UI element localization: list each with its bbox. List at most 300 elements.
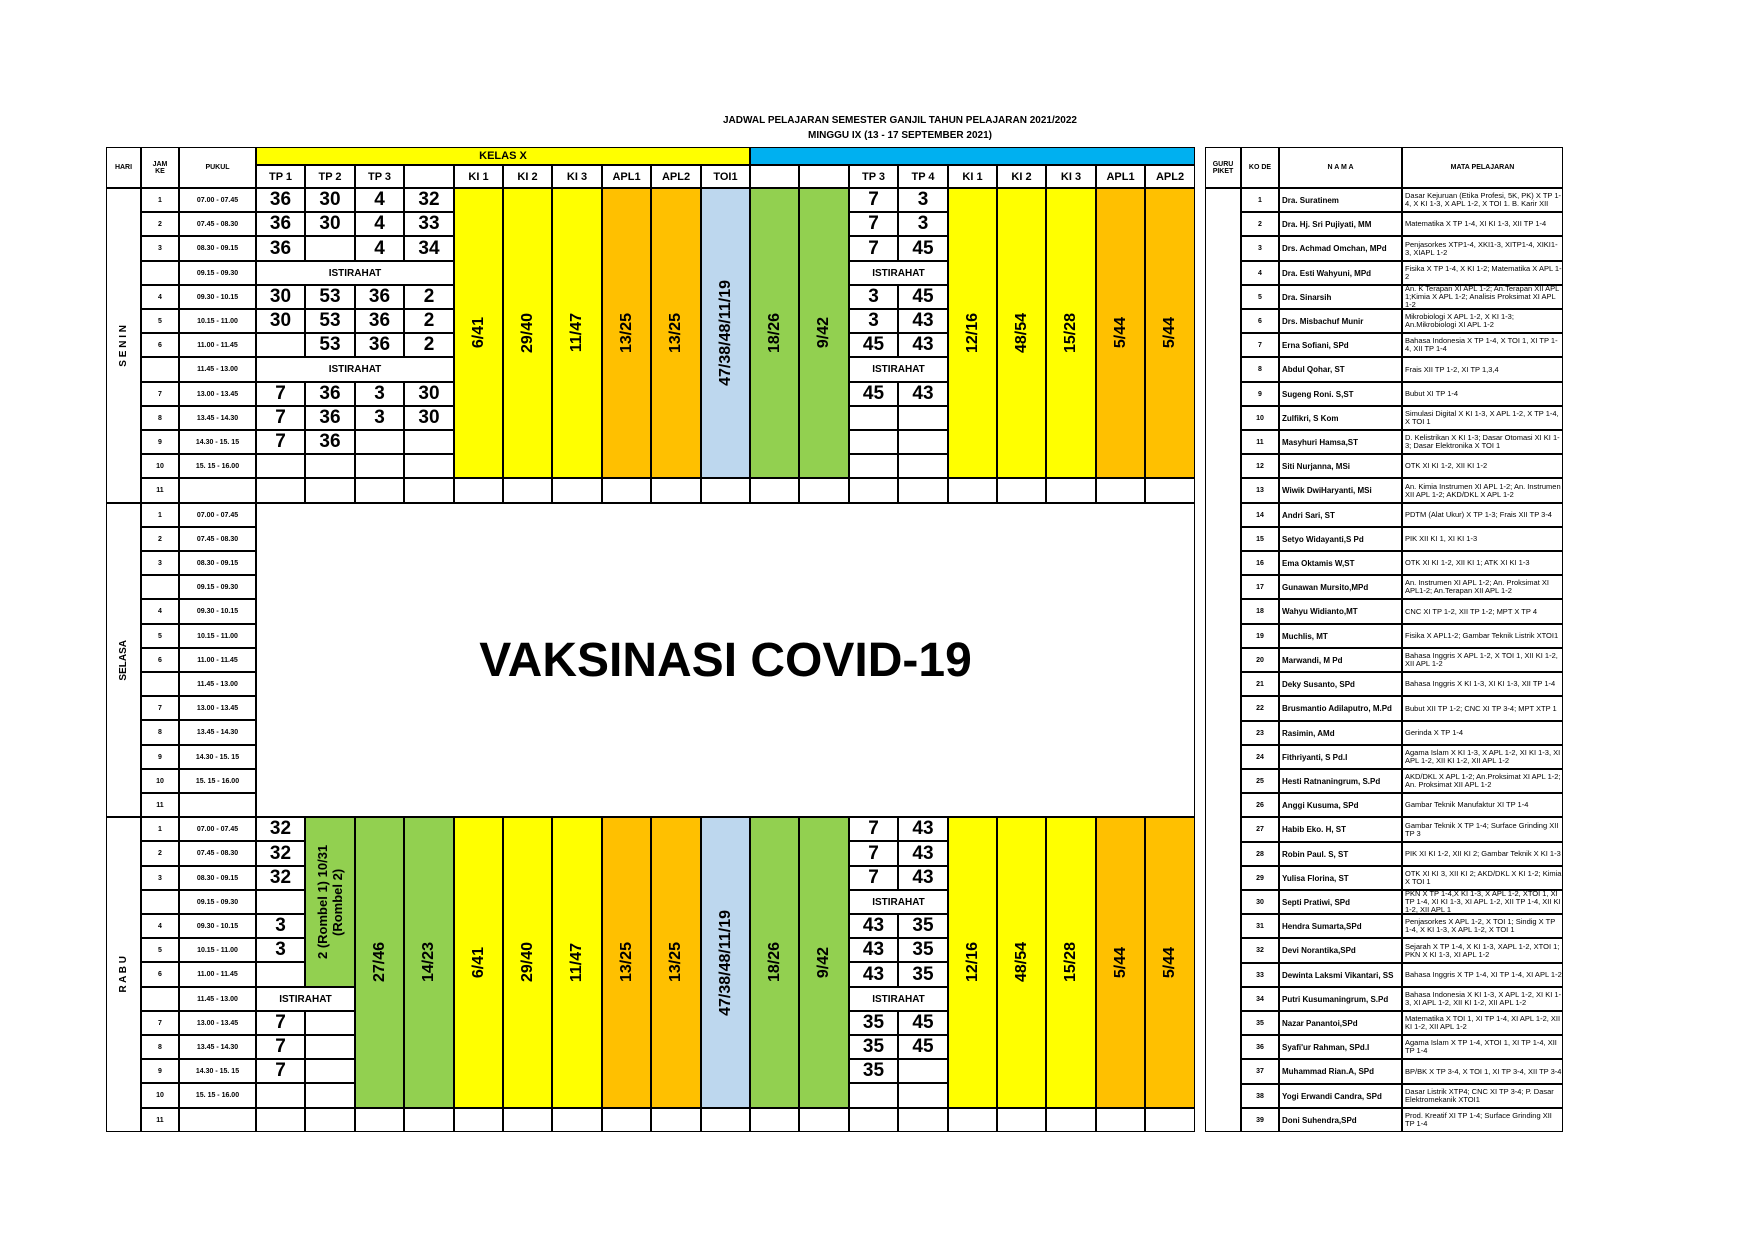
schedule-cell: 3	[849, 285, 898, 309]
teacher-name: Dra. Suratinem	[1279, 188, 1402, 212]
vertical-class-cell-text: 11/47	[568, 313, 585, 353]
kelas-x-header: KELAS X	[256, 147, 750, 165]
vertical-class-cell-text: 18/26	[765, 942, 783, 983]
vertical-class-cell	[948, 817, 997, 1108]
schedule-cell: 45	[849, 382, 898, 406]
teacher-name: Marwandi, M Pd	[1279, 648, 1402, 672]
slot-number: 9	[141, 745, 179, 769]
teacher-code: 22	[1241, 696, 1279, 721]
empty-cell	[602, 1108, 651, 1132]
teacher-code: 6	[1241, 309, 1279, 333]
teacher-subjects: Bahasa Indonesia X TP 1-4, X TOI 1, XI TP 1-4, XII TP 1-4	[1402, 333, 1563, 357]
teacher-code: 12	[1241, 454, 1279, 478]
kelas-xi-header	[750, 147, 1195, 165]
teacher-subjects: An. Kimia Instrumen XI APL 1-2; An. Instrumen XII APL 1-2; AKD/DKL X APL 1-2	[1402, 478, 1563, 503]
vertical-class-cell-text: 5/44	[1161, 317, 1178, 349]
slot-number: 11	[141, 478, 179, 503]
empty-cell	[750, 1108, 799, 1132]
teacher-code: 5	[1241, 285, 1279, 309]
slot-time: 11.00 - 11.45	[179, 962, 256, 987]
vertical-class-cell	[1046, 188, 1096, 478]
slot-number: 8	[141, 406, 179, 430]
schedule-cell	[404, 478, 454, 503]
teacher-name: Masyhuri Hamsa,ST	[1279, 430, 1402, 454]
schedule-cell: 7	[256, 1059, 305, 1083]
slot-time: 08.30 - 09.15	[179, 551, 256, 575]
slot-time: 15. 15 - 16.00	[179, 1083, 256, 1108]
vertical-class-cell-text: 15/28	[1062, 312, 1079, 354]
empty-cell	[701, 478, 750, 503]
slot-number: 7	[141, 382, 179, 406]
teacher-subjects: An. Instrumen XI APL 1-2; An. Proksimat XI APL1-2; An.Terapan XII APL 1-2	[1402, 575, 1563, 599]
class-header: KI 3	[1046, 165, 1096, 188]
slot-time: 07.00 - 07.45	[179, 503, 256, 527]
schedule-cell: 43	[849, 962, 898, 987]
vertical-class-cell	[799, 188, 849, 478]
empty-cell	[1046, 1108, 1096, 1132]
schedule-cell: 36	[256, 188, 305, 212]
schedule-cell: 32	[404, 188, 454, 212]
teacher-name: Rasimin, AMd	[1279, 721, 1402, 745]
istirahat-label: ISTIRAHAT	[256, 261, 454, 285]
rombel-cell	[305, 817, 355, 987]
slot-time: 11.00 - 11.45	[179, 333, 256, 357]
schedule-cell: 7	[256, 430, 305, 454]
vertical-class-cell	[404, 817, 454, 1108]
hari-header: HARI	[106, 147, 141, 188]
vertical-class-cell-text: 12/16	[963, 942, 981, 983]
slot-number	[141, 672, 179, 696]
empty-cell	[1096, 1108, 1145, 1132]
mapel-header: MATA PELAJARAN	[1402, 147, 1563, 188]
teacher-code: 11	[1241, 430, 1279, 454]
teacher-subjects: Penjasorkes XTP1-4, XKI1-3, XITP1-4, XIKI1-3, XIAPL 1-2	[1402, 236, 1563, 261]
vertical-class-cell	[1145, 188, 1195, 478]
slot-time: 11.45 - 13.00	[179, 357, 256, 382]
teacher-name: Yulisa Florina, ST	[1279, 866, 1402, 890]
empty-cell	[799, 478, 849, 503]
guru-piket-column	[1205, 188, 1241, 1132]
schedule-cell: 43	[898, 841, 948, 866]
teacher-subjects: Bahasa Indonesia X KI 1-3, X APL 1-2, XI KI 1-3, XI APL 1-2, XII KI 1-2, XII APL 1-2	[1402, 987, 1563, 1011]
teacher-code: 2	[1241, 212, 1279, 236]
schedule-cell: 30	[256, 309, 305, 333]
slot-number: 2	[141, 841, 179, 866]
teacher-subjects: Penjasorkes X APL 1-2, X TOI 1; Sindig X TP 1-4, X KI 1-3, X APL 1-2, X TOI 1	[1402, 914, 1563, 938]
schedule-cell	[404, 454, 454, 478]
teacher-code: 37	[1241, 1059, 1279, 1084]
slot-number: 6	[141, 333, 179, 357]
vertical-class-cell	[799, 817, 849, 1108]
slot-number: 4	[141, 285, 179, 309]
schedule-cell: 32	[256, 866, 305, 890]
slot-time: 10.15 - 11.00	[179, 309, 256, 333]
vertical-class-cell	[997, 817, 1046, 1108]
slot-number: 10	[141, 1083, 179, 1108]
vertical-class-cell	[948, 188, 997, 478]
teacher-name: Drs. Misbachuf Munir	[1279, 309, 1402, 333]
schedule-cell	[305, 236, 355, 261]
teacher-subjects: OTK XI KI 1-2, XII KI 1-2	[1402, 454, 1563, 478]
vertical-class-cell	[602, 188, 651, 478]
teacher-name: Robin Paul. S, ST	[1279, 842, 1402, 866]
schedule-cell: 35	[849, 1059, 898, 1083]
schedule-cell: 43	[898, 333, 948, 357]
schedule-cell	[898, 1083, 948, 1108]
istirahat-label: ISTIRAHAT	[256, 357, 454, 382]
schedule-cell	[305, 1083, 355, 1108]
teacher-subjects: PIK XI KI 1-2, XII KI 2; Gambar Teknik X KI 1-3	[1402, 842, 1563, 866]
teacher-name: Drs. Achmad Omchan, MPd	[1279, 236, 1402, 261]
schedule-cell: 7	[849, 188, 898, 212]
slot-number: 3	[141, 236, 179, 261]
teacher-code: 28	[1241, 842, 1279, 866]
teacher-subjects: Bahasa Inggris X KI 1-3, XI KI 1-3, XII TP 1-4	[1402, 672, 1563, 696]
teacher-subjects: Bubut XI TP 1-4	[1402, 382, 1563, 406]
schedule-cell	[355, 478, 404, 503]
vertical-class-cell	[454, 188, 503, 478]
schedule-cell	[305, 454, 355, 478]
class-header: TP 1	[256, 165, 305, 188]
teacher-code: 36	[1241, 1035, 1279, 1059]
teacher-subjects: Gambar Teknik Manufaktur XI TP 1-4	[1402, 793, 1563, 817]
empty-cell	[1096, 478, 1145, 503]
class-header	[799, 165, 849, 188]
class-header	[750, 165, 799, 188]
teacher-name: Wiwik DwiHaryanti, MSi	[1279, 478, 1402, 503]
teacher-code: 21	[1241, 672, 1279, 696]
class-header: KI 1	[948, 165, 997, 188]
empty-cell	[997, 1108, 1046, 1132]
slot-time: 09.15 - 09.30	[179, 575, 256, 599]
slot-number: 5	[141, 938, 179, 962]
class-header: APL1	[602, 165, 651, 188]
teacher-code: 33	[1241, 963, 1279, 987]
teacher-subjects: D. Kelistrikan X KI 1-3; Dasar Otomasi XI KI 1-3; Dasar Elektronika X TOI 1	[1402, 430, 1563, 454]
teacher-code: 32	[1241, 938, 1279, 963]
schedule-cell: 35	[898, 962, 948, 987]
teacher-code: 20	[1241, 648, 1279, 672]
slot-time: 11.45 - 13.00	[179, 987, 256, 1011]
teacher-name: Hendra Sumarta,SPd	[1279, 914, 1402, 938]
slot-time: 08.30 - 09.15	[179, 236, 256, 261]
schedule-cell: 3	[256, 938, 305, 962]
slot-time	[179, 793, 256, 817]
empty-cell	[602, 478, 651, 503]
istirahat-label: ISTIRAHAT	[256, 987, 355, 1011]
empty-cell	[651, 1108, 701, 1132]
slot-time: 09.30 - 10.15	[179, 599, 256, 624]
slot-number: 7	[141, 696, 179, 720]
empty-cell	[355, 1108, 404, 1132]
teacher-name: Yogi Erwandi Candra, SPd	[1279, 1084, 1402, 1108]
vertical-class-cell-text: 14/23	[420, 942, 437, 983]
day-label-text: R A B U	[118, 956, 129, 993]
schedule-cell: 3	[355, 406, 404, 430]
schedule-cell	[849, 478, 898, 503]
teacher-code: 9	[1241, 382, 1279, 406]
guru-piket-header	[1205, 147, 1241, 188]
slot-number: 11	[141, 793, 179, 817]
slot-number: 2	[141, 212, 179, 236]
schedule-cell: 3	[256, 914, 305, 938]
teacher-subjects: Dasar Kejuruan (Etika Profesi, 5K, PK) X TP 1-4, X KI 1-3, X APL 1-2, X TOI 1. B. Karir XII	[1402, 188, 1563, 212]
class-header: KI 2	[997, 165, 1046, 188]
pukul-header: PUKUL	[179, 147, 256, 188]
teacher-name: Ema Oktamis W,ST	[1279, 551, 1402, 575]
schedule-cell: 7	[849, 866, 898, 890]
schedule-cell	[898, 406, 948, 430]
class-header: KI 1	[454, 165, 503, 188]
teacher-code: 16	[1241, 551, 1279, 575]
slot-time: 07.00 - 07.45	[179, 817, 256, 841]
schedule-cell: 33	[404, 212, 454, 236]
teacher-code: 18	[1241, 599, 1279, 624]
teacher-code: 4	[1241, 261, 1279, 285]
schedule-cell: 53	[305, 333, 355, 357]
vertical-class-cell	[701, 188, 750, 478]
teacher-name: Erna Sofiani, SPd	[1279, 333, 1402, 357]
teacher-code: 29	[1241, 866, 1279, 890]
class-header: TP 4	[898, 165, 948, 188]
teacher-subjects: Gerinda X TP 1-4	[1402, 721, 1563, 745]
teacher-subjects: Bahasa Inggris X TP 1-4, XI TP 1-4, XI APL 1-2	[1402, 963, 1563, 987]
vertical-class-cell-text: 15/28	[1062, 942, 1079, 983]
schedule-cell	[256, 333, 305, 357]
slot-number: 2	[141, 527, 179, 551]
empty-cell	[503, 478, 552, 503]
teacher-name: Nazar Panantoi,SPd	[1279, 1011, 1402, 1035]
schedule-cell	[849, 430, 898, 454]
schedule-cell	[305, 1059, 355, 1083]
empty-cell	[948, 478, 997, 503]
schedule-cell: 4	[355, 188, 404, 212]
class-header: TP 3	[849, 165, 898, 188]
teacher-code: 14	[1241, 503, 1279, 527]
schedule-cell: 4	[355, 212, 404, 236]
vertical-class-cell-text: 13/25	[667, 312, 684, 354]
vertical-class-cell-text: 13/25	[617, 312, 635, 354]
slot-time: 15. 15 - 16.00	[179, 454, 256, 478]
teacher-subjects: Bahasa Inggris X APL 1-2, X TOI 1, XII KI 1-2, XII APL 1-2	[1402, 648, 1563, 672]
slot-time: 11.00 - 11.45	[179, 648, 256, 672]
slot-number: 8	[141, 1035, 179, 1059]
teacher-name: Habib Eko. H, ST	[1279, 817, 1402, 842]
schedule-cell	[256, 962, 305, 987]
schedule-cell	[256, 1083, 305, 1108]
empty-cell	[701, 1108, 750, 1132]
slot-time: 07.45 - 08.30	[179, 527, 256, 551]
teacher-code: 10	[1241, 406, 1279, 430]
teacher-subjects: AKD/DKL X APL 1-2; An.Proksimat XI APL 1-2; An. Proksimat XII APL 1-2	[1402, 769, 1563, 793]
slot-number	[141, 357, 179, 382]
slot-number: 1	[141, 817, 179, 841]
schedule-cell	[256, 478, 305, 503]
teacher-code: 23	[1241, 721, 1279, 745]
slot-time: 10.15 - 11.00	[179, 624, 256, 648]
slot-number: 1	[141, 503, 179, 527]
teacher-subjects: An. K Terapan XI APL 1-2; An.Terapan XII APL 1;Kimia X APL 1-2; Analisis Proksimat XI APL 1-2	[1402, 285, 1563, 309]
vertical-class-cell	[503, 817, 552, 1108]
teacher-name: Sugeng Roni. S,ST	[1279, 382, 1402, 406]
schedule-cell: 43	[898, 382, 948, 406]
schedule-cell: 43	[849, 914, 898, 938]
jam-label: JAM	[152, 160, 168, 168]
empty-cell	[1145, 1108, 1195, 1132]
empty-cell	[552, 1108, 602, 1132]
schedule-cell	[898, 478, 948, 503]
teacher-subjects: OTK XI KI 3, XII KI 2; AKD/DKL X KI 1-2; Kimia X TOI 1	[1402, 866, 1563, 890]
teacher-subjects: CNC XI TP 1-2, XII TP 1-2; MPT X TP 4	[1402, 599, 1563, 624]
slot-time: 09.30 - 10.15	[179, 285, 256, 309]
teacher-name: Wahyu Widianto,MT	[1279, 599, 1402, 624]
vertical-class-cell-text: 48/54	[1012, 312, 1030, 354]
schedule-cell: 7	[256, 1035, 305, 1059]
day-label	[106, 188, 141, 503]
empty-cell	[799, 1108, 849, 1132]
teacher-code: 8	[1241, 357, 1279, 382]
vertical-class-cell	[503, 188, 552, 478]
slot-number: 3	[141, 866, 179, 890]
slot-number: 9	[141, 430, 179, 454]
slot-time: 09.15 - 09.30	[179, 261, 256, 285]
schedule-cell	[355, 454, 404, 478]
vertical-class-cell	[701, 817, 750, 1108]
teacher-code: 30	[1241, 890, 1279, 914]
vertical-class-cell-text: 13/25	[617, 942, 635, 983]
empty-cell	[1046, 478, 1096, 503]
empty-cell	[552, 478, 602, 503]
schedule-cell	[898, 454, 948, 478]
teacher-name: Dra. Sinarsih	[1279, 285, 1402, 309]
slot-number: 1	[141, 188, 179, 212]
empty-cell	[404, 1108, 454, 1132]
schedule-cell: 7	[849, 236, 898, 261]
teacher-subjects: Matematika X TOI 1, XI TP 1-4, XI APL 1-2, XII KI 1-2, XII APL 1-2	[1402, 1011, 1563, 1035]
slot-time: 08.30 - 09.15	[179, 866, 256, 890]
schedule-cell: 45	[898, 285, 948, 309]
slot-time: 11.45 - 13.00	[179, 672, 256, 696]
vertical-class-cell	[602, 817, 651, 1108]
schedule-cell: 35	[849, 1011, 898, 1035]
teacher-subjects: Agama Islam X KI 1-3, X APL 1-2, XI KI 1-3, XI APL 1-2, XII KI 1-2, XII APL 1-2	[1402, 745, 1563, 769]
schedule-cell: 7	[849, 817, 898, 841]
schedule-cell: 43	[898, 309, 948, 333]
teacher-name: Doni Suhendra,SPd	[1279, 1108, 1402, 1132]
teacher-subjects: Fisika X APL1-2; Gambar Teknik Listrik XTOI1	[1402, 624, 1563, 648]
class-header	[404, 165, 454, 188]
teacher-name: Muhammad Rian.A, SPd	[1279, 1059, 1402, 1084]
slot-time: 13.00 - 13.45	[179, 1011, 256, 1035]
slot-number: 3	[141, 551, 179, 575]
vertical-class-cell-text: 6/41	[469, 946, 487, 979]
schedule-cell: 3	[355, 382, 404, 406]
schedule-cell: 30	[404, 406, 454, 430]
ke-label: KE	[155, 167, 165, 175]
slot-number: 10	[141, 454, 179, 478]
schedule-cell: 2	[404, 333, 454, 357]
schedule-cell	[355, 430, 404, 454]
vertical-class-cell-text: 48/54	[1012, 942, 1030, 983]
class-header: APL1	[1096, 165, 1145, 188]
slot-number	[141, 261, 179, 285]
slot-time: 13.45 - 14.30	[179, 720, 256, 745]
teacher-subjects: Gambar Teknik X TP 1-4; Surface Grinding XII TP 3	[1402, 817, 1563, 842]
slot-time: 14.30 - 15. 15	[179, 430, 256, 454]
istirahat-label: ISTIRAHAT	[849, 890, 948, 914]
teacher-name: Septi Pratiwi, SPd	[1279, 890, 1402, 914]
slot-time: 13.45 - 14.30	[179, 1035, 256, 1059]
schedule-cell: 32	[256, 817, 305, 841]
class-header: KI 3	[552, 165, 602, 188]
vertical-class-cell-text: 6/41	[469, 317, 487, 349]
slot-time: 09.15 - 09.30	[179, 890, 256, 914]
slot-time: 15. 15 - 16.00	[179, 769, 256, 793]
vertical-class-cell-text: 12/16	[963, 312, 981, 354]
teacher-subjects: PDTM (Alat Ukur) X TP 1-3; Frais XII TP 3-4	[1402, 503, 1563, 527]
schedule-cell	[849, 1083, 898, 1108]
istirahat-label: ISTIRAHAT	[849, 261, 948, 285]
teacher-code: 24	[1241, 745, 1279, 769]
empty-cell	[948, 1108, 997, 1132]
schedule-cell: 30	[256, 285, 305, 309]
schedule-cell: 32	[256, 841, 305, 866]
teacher-name: Andri Sari, ST	[1279, 503, 1402, 527]
vertical-class-cell-text: 29/40	[518, 312, 536, 354]
schedule-cell	[898, 1059, 948, 1083]
slot-time: 09.30 - 10.15	[179, 914, 256, 938]
teacher-subjects: Agama Islam X TP 1-4, XTOI 1, XI TP 1-4, XII TP 1-4	[1402, 1035, 1563, 1059]
schedule-cell: 35	[898, 938, 948, 962]
schedule-cell: 36	[355, 309, 404, 333]
teacher-subjects: Mikrobiologi X APL 1-2, X KI 1-3; An.Mikrobiologi XI APL 1-2	[1402, 309, 1563, 333]
nama-header: N A M A	[1279, 147, 1402, 188]
istirahat-label: ISTIRAHAT	[849, 357, 948, 382]
schedule-cell	[849, 454, 898, 478]
schedule-cell: 53	[305, 285, 355, 309]
vertical-class-cell	[454, 817, 503, 1108]
slot-time: 13.00 - 13.45	[179, 696, 256, 720]
vertical-class-cell	[1096, 817, 1145, 1108]
vertical-class-cell	[1046, 817, 1096, 1108]
vertical-class-cell	[651, 188, 701, 478]
teacher-subjects: OTK XI KI 1-2, XII KI 1; ATK XI KI 1-3	[1402, 551, 1563, 575]
slot-time	[179, 478, 256, 503]
slot-number: 8	[141, 720, 179, 745]
teacher-code: 13	[1241, 478, 1279, 503]
vertical-class-cell-text: 13/25	[667, 942, 684, 983]
vertical-class-cell-text: 29/40	[518, 942, 536, 983]
schedule-cell: 30	[305, 188, 355, 212]
teacher-name: Deky Susanto, SPd	[1279, 672, 1402, 696]
class-header: TP 2	[305, 165, 355, 188]
page-subtitle: MINGGU IX (13 - 17 SEPTEMBER 2021)	[808, 130, 992, 141]
schedule-cell: 45	[898, 236, 948, 261]
slot-number: 5	[141, 309, 179, 333]
teacher-name: Dewinta Laksmi Vikantari, SS	[1279, 963, 1402, 987]
teacher-subjects: BP/BK X TP 3-4, X TOI 1, XI TP 3-4, XII TP 3-4	[1402, 1059, 1563, 1084]
teacher-code: 1	[1241, 188, 1279, 212]
schedule-cell: 36	[256, 212, 305, 236]
schedule-cell: 34	[404, 236, 454, 261]
slot-number: 7	[141, 1011, 179, 1035]
teacher-name: Dra. Hj. Sri Pujiyati, MM	[1279, 212, 1402, 236]
empty-cell	[651, 478, 701, 503]
teacher-name: Hesti Ratnaningrum, S.Pd	[1279, 769, 1402, 793]
empty-cell	[750, 478, 799, 503]
class-header: APL2	[651, 165, 701, 188]
slot-time: 14.30 - 15. 15	[179, 745, 256, 769]
